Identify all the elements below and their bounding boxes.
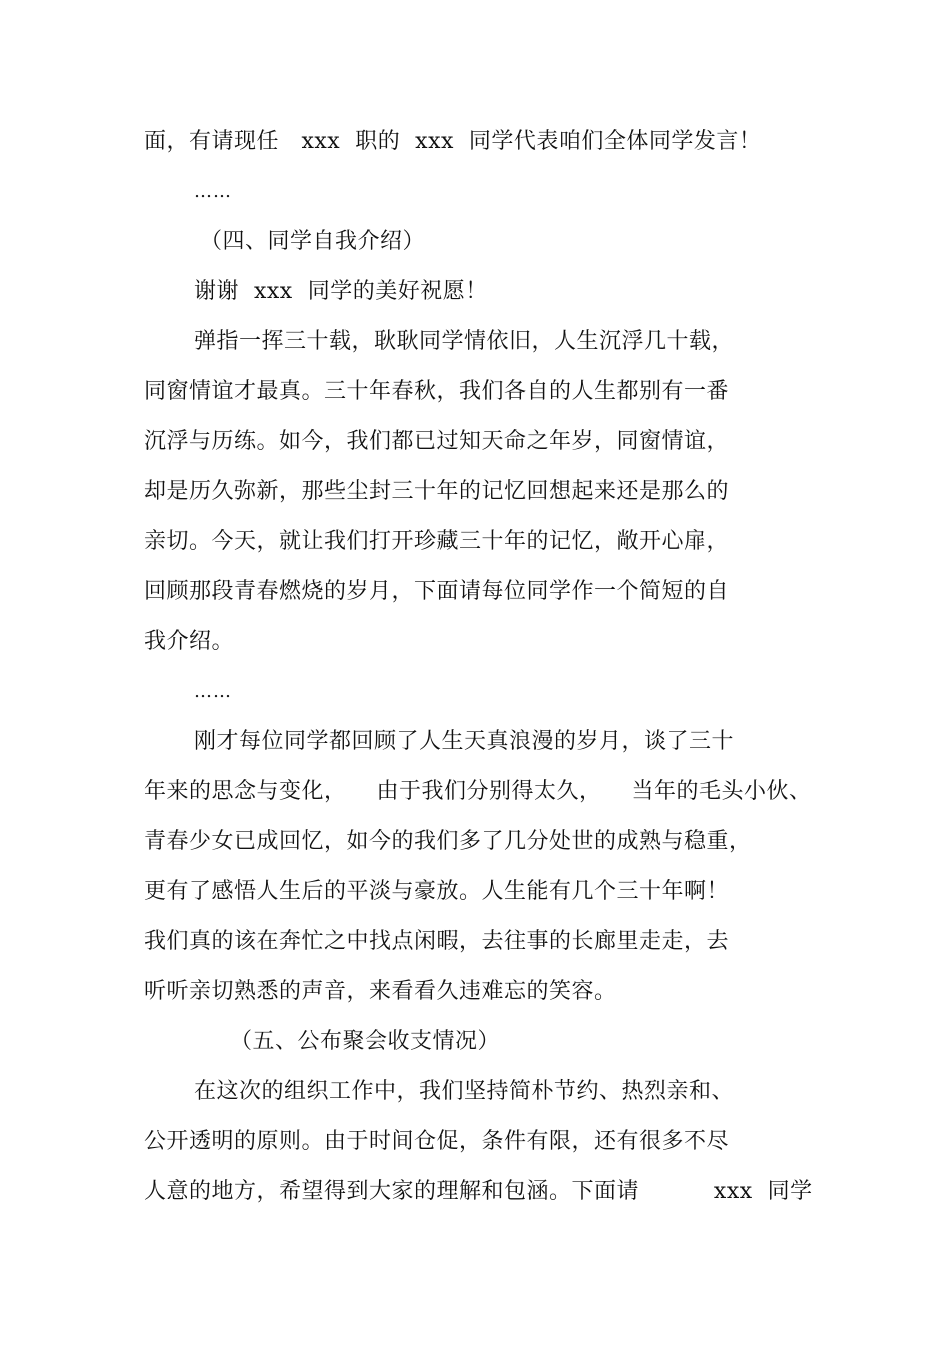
- text-line-1: 面，有请现任 xxx 职的 xxx 同学代表咱们全体同学发言！: [144, 129, 762, 154]
- ellipsis-line-1: ……: [194, 181, 232, 202]
- text-line-thanks: 谢谢 xxx 同学的美好祝愿！: [194, 279, 488, 304]
- paragraph-1-line-7: 我介绍。: [144, 629, 235, 654]
- paragraph-3-line-1: 在这次的组织工作中，我们坚持简朴节约、热烈亲和、: [194, 1079, 735, 1104]
- paragraph-2-line-2: 年来的思念与变化， 由于我们分别得太久， 当年的毛头小伙、: [144, 779, 812, 804]
- paragraph-2-line-6: 听听亲切熟悉的声音，来看看久违难忘的笑容。: [144, 979, 617, 1004]
- section-heading-4: （四、同学自我介绍）: [200, 229, 426, 254]
- section-heading-5: （五、公布聚会收支情况）: [230, 1029, 501, 1054]
- paragraph-2-line-3: 青春少女已成回忆，如今的我们多了几分处世的成熟与稳重，: [144, 829, 752, 854]
- paragraph-1-line-2: 同窗情谊才最真。三十年春秋，我们各自的人生都别有一番: [144, 379, 730, 404]
- paragraph-3-line-3: 人意的地方，希望得到大家的理解和包涵。下面请 xxx 同学: [144, 1179, 813, 1204]
- paragraph-3-line-2: 公开透明的原则。由于时间仓促，条件有限，还有很多不尽: [144, 1129, 730, 1154]
- paragraph-1-line-1: 弹指一挥三十载，耿耿同学情依旧，人生沉浮几十载，: [194, 329, 735, 354]
- paragraph-1-line-3: 沉浮与历练。如今，我们都已过知天命之年岁，同窗情谊，: [144, 429, 730, 454]
- ellipsis-line-2: ……: [194, 681, 232, 702]
- paragraph-2-line-1: 刚才每位同学都回顾了人生天真浪漫的岁月，谈了三十: [194, 729, 735, 754]
- paragraph-1-line-5: 亲切。今天，就让我们打开珍藏三十年的记忆，敞开心扉，: [144, 529, 730, 554]
- paragraph-1-line-6: 回顾那段青春燃烧的岁月，下面请每位同学作一个简短的自: [144, 579, 730, 604]
- paragraph-1-line-4: 却是历久弥新，那些尘封三十年的记忆回想起来还是那么的: [144, 479, 730, 504]
- paragraph-2-line-5: 我们真的该在奔忙之中找点闲暇，去往事的长廊里走走，去: [144, 929, 730, 954]
- paragraph-2-line-4: 更有了感悟人生后的平淡与豪放。人生能有几个三十年啊！: [144, 879, 730, 904]
